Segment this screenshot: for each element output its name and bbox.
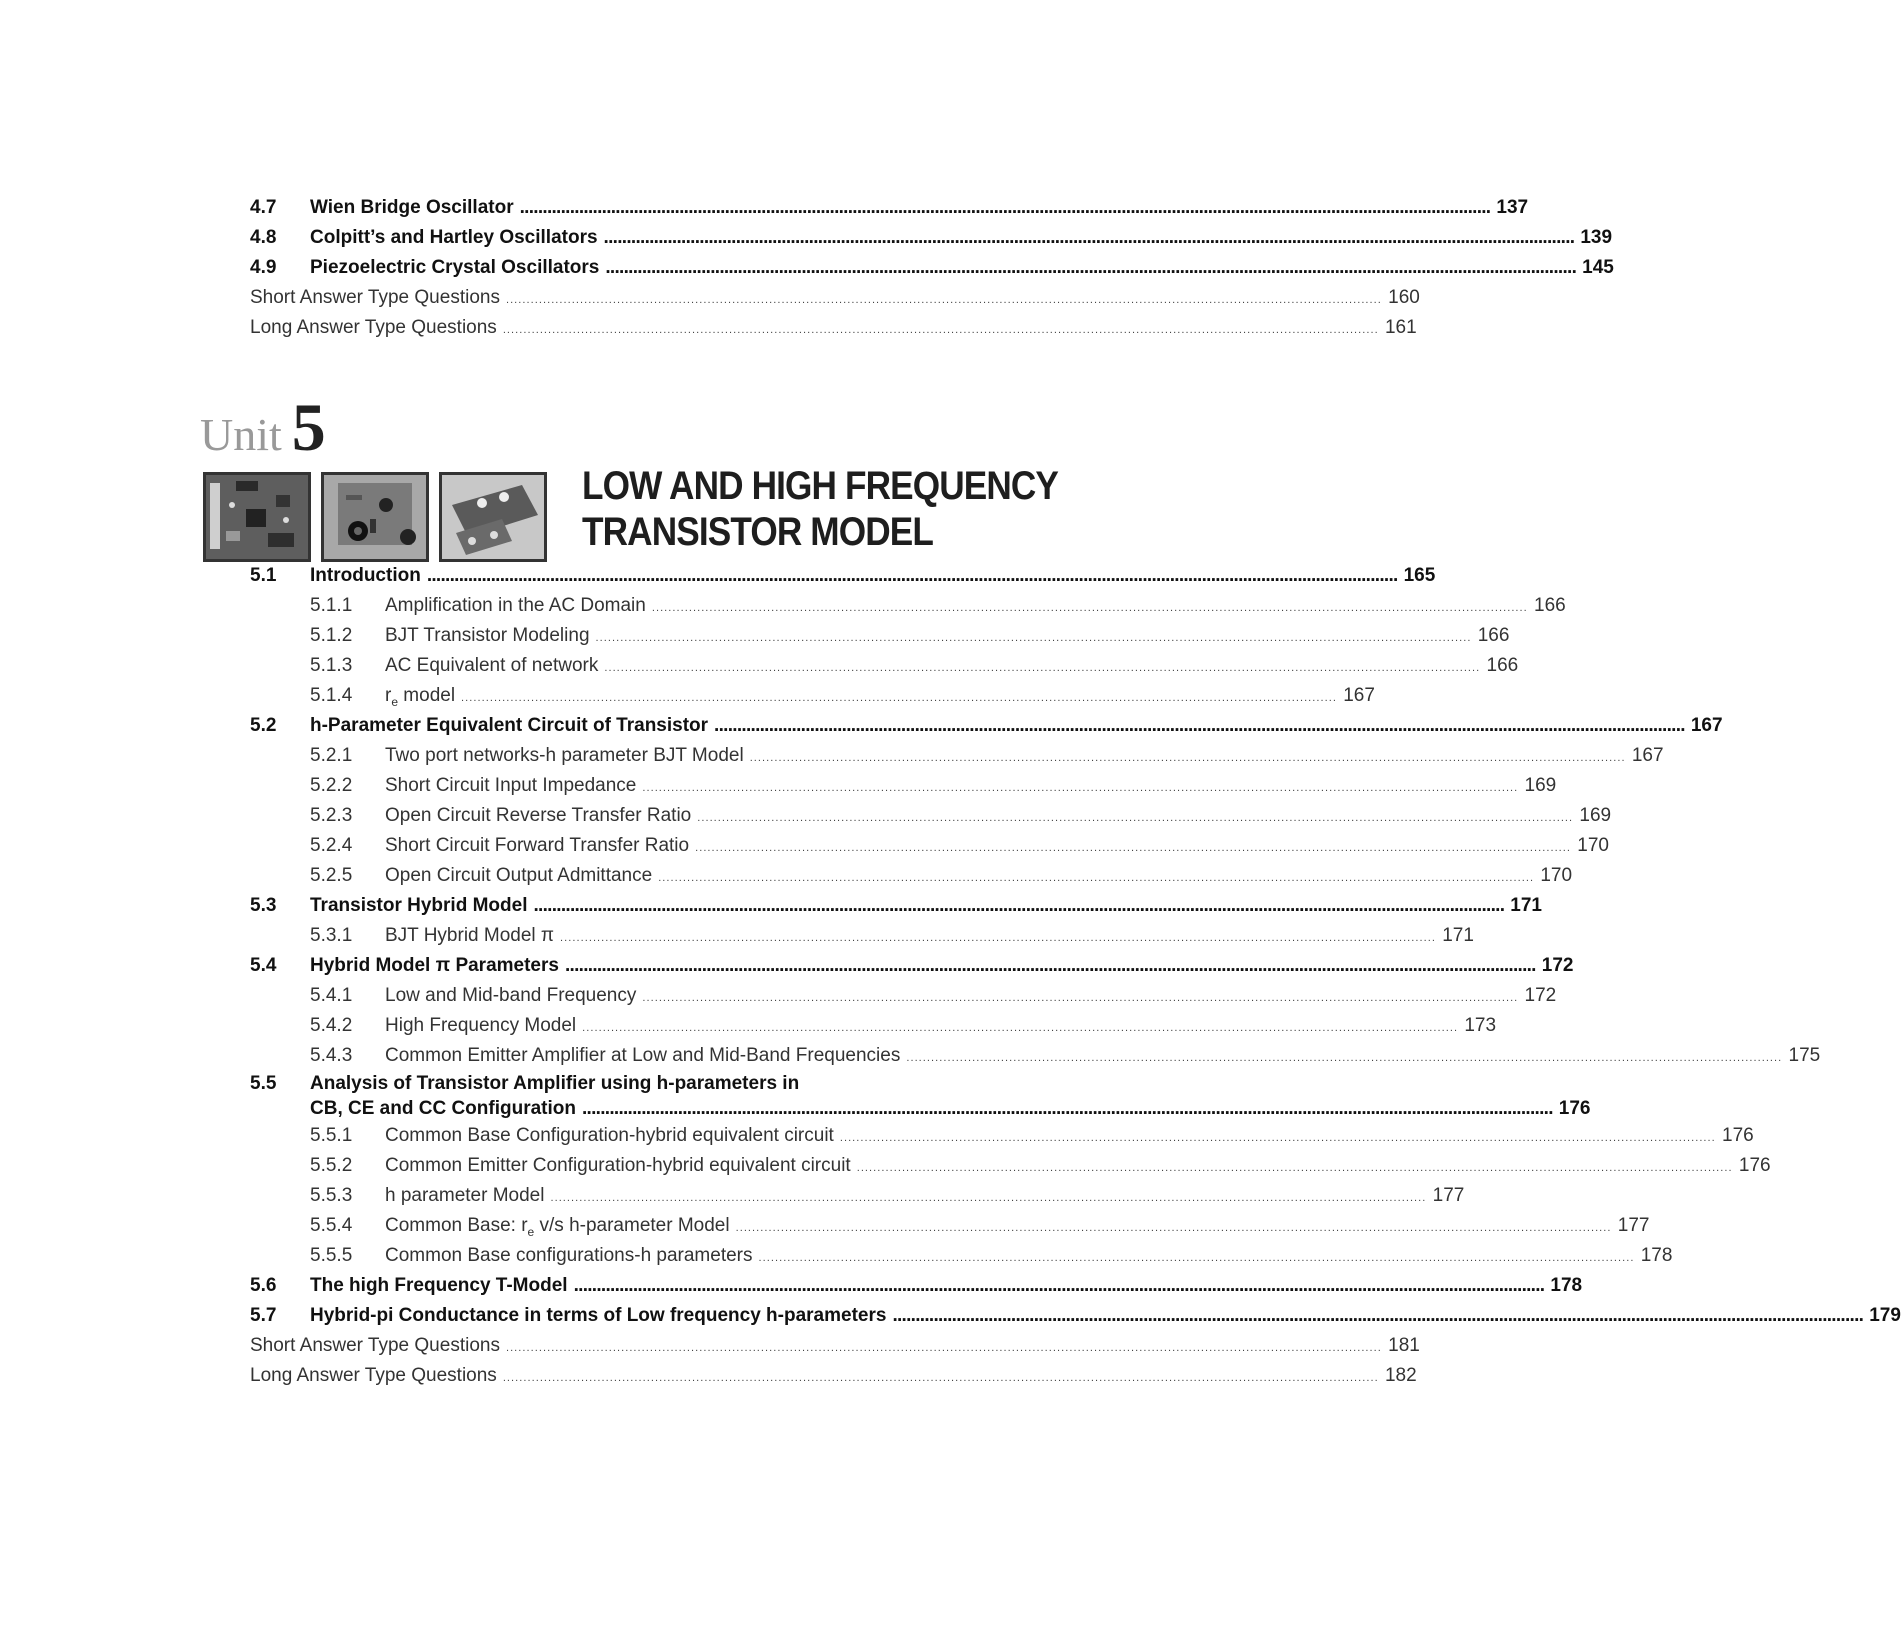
entry-page: 139 <box>1580 227 1613 248</box>
rf-module-image <box>439 472 547 562</box>
entry-number: 5.5.2 <box>310 1155 353 1176</box>
entry-number: 5.4.2 <box>310 1015 353 1036</box>
entry-number: 5.2.5 <box>310 865 353 886</box>
toc-section[interactable] <box>250 561 1436 591</box>
entry-title: h parameter Model <box>385 1185 545 1206</box>
entry-title: Piezoelectric Crystal Oscillators <box>310 257 600 278</box>
entry-title: Introduction <box>310 565 421 586</box>
entry-page: 178 <box>1550 1275 1583 1296</box>
leader-dots <box>697 803 1571 833</box>
toc-subsection[interactable] <box>250 1211 1650 1241</box>
leader-dots <box>461 683 1335 713</box>
leader-dots <box>506 285 1380 315</box>
circuit-board-image <box>203 472 311 562</box>
toc-subsection[interactable] <box>250 1181 1465 1211</box>
entry-page: 161 <box>1384 317 1417 338</box>
transistor-circuit-image <box>321 472 429 562</box>
leader-dots <box>520 193 1489 223</box>
entry-page: 165 <box>1403 565 1436 586</box>
leader-dots <box>604 223 1573 253</box>
entry-page: 177 <box>1617 1215 1650 1236</box>
entry-page: 172 <box>1524 985 1557 1006</box>
leader-dots <box>642 983 1516 1013</box>
entry-number: 5.3.1 <box>310 925 353 946</box>
entry-number: 5.4.1 <box>310 985 353 1006</box>
toc-section[interactable] <box>250 1071 1591 1121</box>
entry-number: 4.7 <box>250 197 277 218</box>
entry-title: h-Parameter Equivalent Circuit of Transistor <box>310 715 709 736</box>
entry-page: 179 <box>1869 1305 1901 1326</box>
entry-title: Hybrid Model π Parameters <box>310 955 559 976</box>
entry-number: 5.2 <box>250 715 277 736</box>
entry-page: 177 <box>1432 1185 1465 1206</box>
entry-title: Short Answer Type Questions <box>250 287 500 308</box>
entry-page: 170 <box>1540 865 1573 886</box>
entry-title: Two port networks-h parameter BJT Model <box>385 745 744 766</box>
unit5-toc <box>250 561 1901 1391</box>
entry-number: 5.5.1 <box>310 1125 353 1146</box>
leader-dots <box>582 1013 1456 1043</box>
entry-number: 5.2.2 <box>310 775 353 796</box>
leader-dots <box>750 743 1624 773</box>
entry-title-line: Analysis of Transistor Amplifier using h-parameters in <box>310 1073 800 1094</box>
toc-entry[interactable] <box>250 193 1529 223</box>
circuit-board-icon <box>206 475 308 559</box>
leader-dots <box>574 1271 1543 1301</box>
leader-dots <box>605 253 1574 283</box>
entry-number: 5.5 <box>250 1073 277 1094</box>
leader-dots <box>658 863 1532 893</box>
entry-page: 178 <box>1640 1245 1673 1266</box>
toc-section[interactable] <box>250 951 1574 981</box>
toc-entry[interactable] <box>250 283 1420 313</box>
unit-label: Unit <box>200 409 282 460</box>
leader-dots <box>560 923 1434 953</box>
subscript: e <box>391 694 399 709</box>
entry-page: 181 <box>1388 1335 1420 1356</box>
unit-title-line: LOW AND HIGH FREQUENCY <box>582 464 1059 508</box>
toc-subsection[interactable] <box>250 621 1510 651</box>
entry-number: 4.9 <box>250 257 277 278</box>
title-text: model <box>398 685 456 706</box>
entry-number: 5.3 <box>250 895 277 916</box>
entry-title: Wien Bridge Oscillator <box>310 197 514 218</box>
entry-title: Open Circuit Output Admittance <box>385 865 653 886</box>
leader-dots <box>695 833 1569 863</box>
leader-dots <box>759 1243 1633 1273</box>
unit-number: 5 <box>291 389 326 465</box>
entry-title: Amplification in the AC Domain <box>385 595 646 616</box>
entry-number: 5.1 <box>250 565 277 586</box>
entry-title: The high Frequency T-Model <box>310 1275 568 1296</box>
entry-title: Transistor Hybrid Model <box>310 895 528 916</box>
unit-title <box>582 463 1075 555</box>
toc-subsection[interactable] <box>250 741 1664 771</box>
leader-dots <box>533 891 1502 921</box>
entry-page: 182 <box>1384 1365 1417 1386</box>
entry-page: 167 <box>1690 715 1723 736</box>
entry-page: 171 <box>1442 925 1474 946</box>
toc-subsection[interactable] <box>250 801 1612 831</box>
entry-number: 5.4 <box>250 955 277 976</box>
leader-dots <box>652 593 1526 623</box>
title-text: Common Base: r <box>385 1215 528 1236</box>
entry-title: Long Answer Type Questions <box>250 317 497 338</box>
entry-page: 172 <box>1541 955 1574 976</box>
entry-number: 5.5.5 <box>310 1245 353 1266</box>
entry-title: Colpitt’s and Hartley Oscillators <box>310 227 598 248</box>
entry-page: 171 <box>1510 895 1542 916</box>
entry-title: Common Base Configuration-hybrid equivalent circuit <box>385 1125 834 1146</box>
entry-title: BJT Hybrid Model π <box>385 925 555 946</box>
entry-title: Hybrid-pi Conductance in terms of Low frequency h-parameters <box>310 1305 887 1326</box>
entry-title: Long Answer Type Questions <box>250 1365 497 1386</box>
entry-page: 167 <box>1343 685 1375 706</box>
toc-subsection[interactable] <box>250 651 1519 681</box>
leader-dots <box>892 1301 1861 1331</box>
toc-subsection[interactable] <box>250 831 1609 861</box>
entry-title: Low and Mid-band Frequency <box>385 985 637 1006</box>
entry-title: Common Emitter Amplifier at Low and Mid-Band Frequencies <box>385 1045 901 1066</box>
toc-subsection[interactable] <box>250 1241 1673 1271</box>
toc-subsection[interactable] <box>250 771 1557 801</box>
entry-title: Common Base configurations-h parameters <box>385 1245 753 1266</box>
leader-dots <box>565 951 1534 981</box>
breadboard-icon <box>324 475 426 559</box>
leader-dots <box>857 1153 1731 1183</box>
entry-page: 169 <box>1579 805 1612 826</box>
leader-dots <box>503 315 1377 345</box>
entry-number: 5.2.4 <box>310 835 353 856</box>
toc-subsection[interactable] <box>250 1121 1754 1151</box>
entry-title: Common Emitter Configuration-hybrid equivalent circuit <box>385 1155 851 1176</box>
title-text: v/s h-parameter Model <box>534 1215 730 1236</box>
entry-number: 5.7 <box>250 1305 277 1326</box>
toc-entry[interactable] <box>250 1361 1417 1391</box>
toc-subsection[interactable] <box>250 1151 1771 1181</box>
leader-dots <box>596 623 1470 653</box>
entry-number: 5.4.3 <box>310 1045 353 1066</box>
entry-title <box>310 1071 1590 1121</box>
entry-number: 5.2.3 <box>310 805 353 826</box>
entry-page: 169 <box>1524 775 1557 796</box>
entry-number: 5.1.3 <box>310 655 353 676</box>
leader-dots <box>427 561 1396 591</box>
leader-dots <box>642 773 1516 803</box>
toc-entry[interactable] <box>250 223 1613 253</box>
entry-title: Short Circuit Forward Transfer Ratio <box>385 835 690 856</box>
entry-page: 167 <box>1631 745 1664 766</box>
entry-page: 145 <box>1582 257 1614 278</box>
toc-subsection[interactable] <box>250 591 1566 621</box>
entry-number: 5.2.1 <box>310 745 353 766</box>
toc-subsection[interactable] <box>250 681 1375 711</box>
entry-title: Short Answer Type Questions <box>250 1335 500 1356</box>
subscript: e <box>527 1224 535 1239</box>
toc-entry[interactable] <box>250 253 1614 283</box>
unit-heading <box>200 388 326 467</box>
entry-number: 5.5.3 <box>310 1185 353 1206</box>
entry-title: BJT Transistor Modeling <box>385 625 590 646</box>
toc-subsection[interactable] <box>250 981 1557 1011</box>
entry-number: 5.1.2 <box>310 625 353 646</box>
entry-number: 5.6 <box>250 1275 277 1296</box>
leader-dots <box>503 1363 1377 1393</box>
entry-number: 5.5.4 <box>310 1215 353 1236</box>
toc-subsection[interactable] <box>250 1041 1821 1071</box>
entry-page: 160 <box>1388 287 1420 308</box>
toc-entry[interactable] <box>250 1331 1420 1361</box>
toc-subsection[interactable] <box>250 921 1474 951</box>
toc-section[interactable] <box>250 891 1542 921</box>
leader-dots <box>714 711 1683 741</box>
entry-title: Open Circuit Reverse Transfer Ratio <box>385 805 692 826</box>
entry-page: 166 <box>1486 655 1519 676</box>
leader-dots <box>506 1333 1380 1363</box>
entry-title-line: CB, CE and CC Configuration <box>310 1098 576 1119</box>
entry-page: 176 <box>1722 1125 1754 1146</box>
leader-dots <box>550 1183 1424 1213</box>
prev-unit-toc <box>250 193 1614 343</box>
entry-number: 4.8 <box>250 227 277 248</box>
entry-number: 5.1.4 <box>310 685 353 706</box>
entry-page: 173 <box>1464 1015 1497 1036</box>
unit-title-line: TRANSISTOR MODEL <box>582 510 933 554</box>
toc-subsection[interactable] <box>250 861 1573 891</box>
leader-dots <box>840 1123 1714 1153</box>
entry-page: 137 <box>1496 197 1529 218</box>
entry-title: AC Equivalent of network <box>385 655 599 676</box>
entry-page: 170 <box>1577 835 1609 856</box>
leader-dots <box>604 653 1478 683</box>
rf-module-icon <box>442 475 544 559</box>
entry-title: Short Circuit Input Impedance <box>385 775 637 796</box>
leader-dots <box>582 1096 1551 1121</box>
toc-section[interactable] <box>250 1301 1901 1331</box>
toc-section[interactable] <box>250 711 1723 741</box>
leader-dots <box>906 1043 1780 1073</box>
entry-page: 166 <box>1477 625 1510 646</box>
leader-dots <box>736 1213 1610 1243</box>
toc-section[interactable] <box>250 1271 1583 1301</box>
entry-page: 175 <box>1788 1045 1821 1066</box>
title-text: r <box>385 685 392 706</box>
entry-number: 5.1.1 <box>310 595 353 616</box>
entry-page: 166 <box>1534 595 1566 616</box>
entry-title: High Frequency Model <box>385 1015 577 1036</box>
entry-page: 176 <box>1558 1098 1591 1119</box>
entry-page: 176 <box>1738 1155 1771 1176</box>
toc-subsection[interactable] <box>250 1011 1497 1041</box>
toc-entry[interactable] <box>250 313 1417 343</box>
